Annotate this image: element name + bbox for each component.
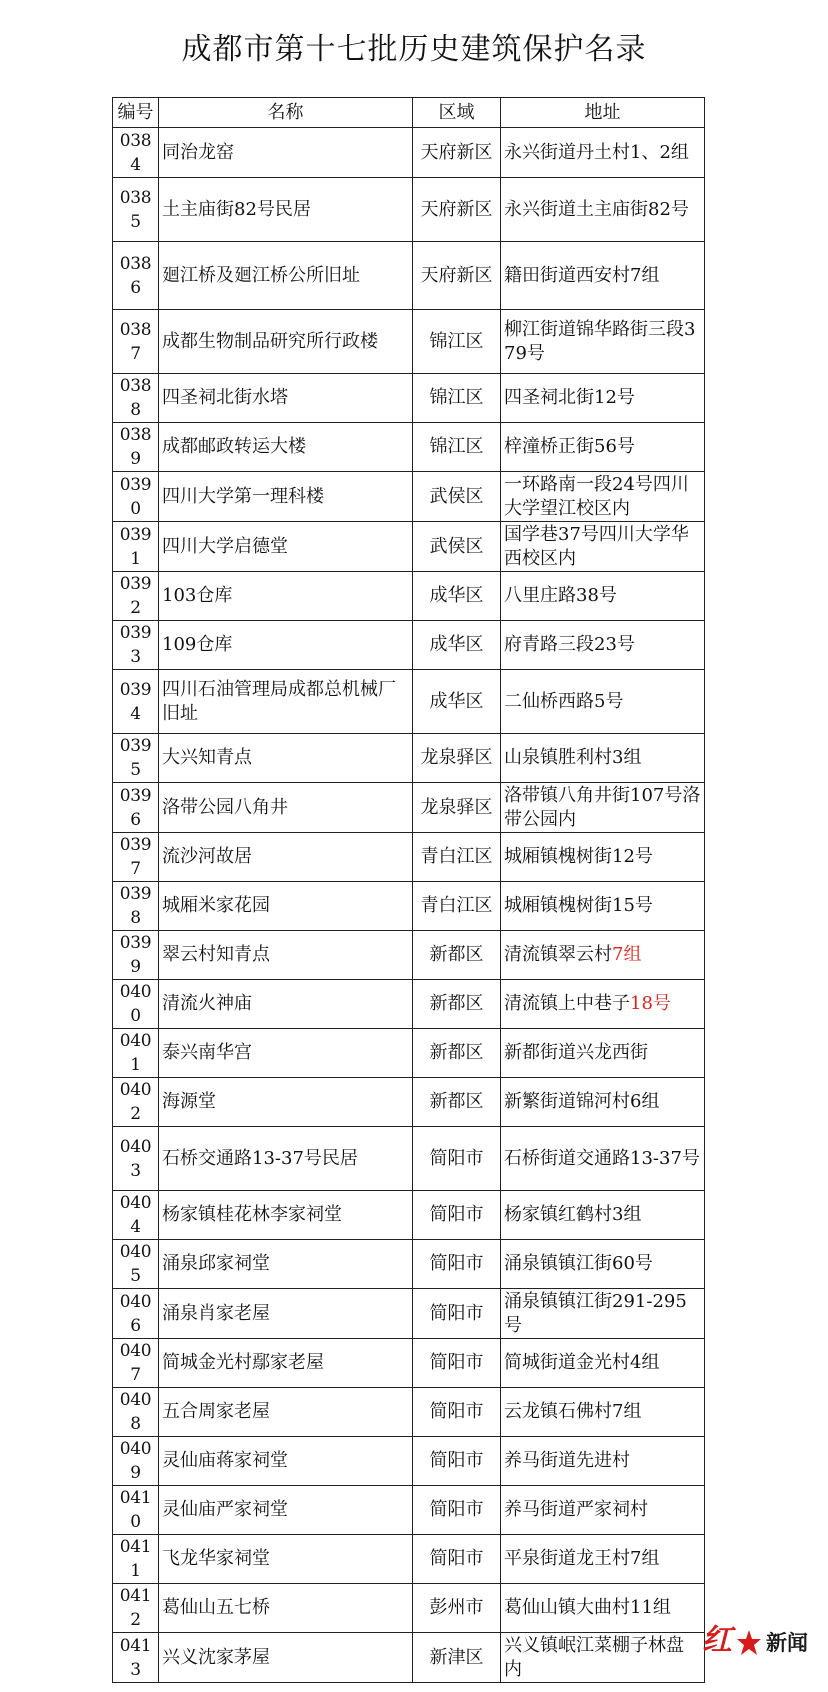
- cell-district: 简阳市: [413, 1191, 501, 1240]
- table-row: [113, 734, 705, 783]
- table-row: [113, 980, 705, 1029]
- cell-district: 简阳市: [413, 1289, 501, 1339]
- address-text: 新都街道兴龙西街: [504, 1042, 648, 1063]
- cell-district: 简阳市: [413, 1388, 501, 1437]
- cell-name: 109仓库: [159, 621, 413, 670]
- cell-district: 武侯区: [413, 472, 501, 522]
- cell-address: [501, 178, 705, 242]
- cell-district: 锦江区: [413, 423, 501, 472]
- cell-id: 0410: [113, 1486, 159, 1535]
- cell-id: 0408: [113, 1388, 159, 1437]
- heritage-table: [112, 97, 705, 1683]
- cell-id: 0402: [113, 1078, 159, 1127]
- cell-address: [501, 1437, 705, 1486]
- cell-address: [501, 572, 705, 621]
- cell-address: [501, 1388, 705, 1437]
- address-text: 一环路南一段24号四川大学望江校区内: [504, 473, 689, 519]
- cell-id: 0388: [113, 374, 159, 423]
- table-row: [113, 1240, 705, 1289]
- address-text: 清流镇翠云村: [504, 944, 612, 965]
- cell-name: 简城金光村鄢家老屋: [159, 1339, 413, 1388]
- address-text: 葛仙山镇大曲村11组: [504, 1597, 671, 1618]
- cell-address: [501, 472, 705, 522]
- table-row: [113, 1127, 705, 1191]
- cell-id: 0385: [113, 178, 159, 242]
- cell-name: 103仓库: [159, 572, 413, 621]
- cell-id: 0413: [113, 1633, 159, 1683]
- table-row: [113, 178, 705, 242]
- cell-name: 葛仙山五七桥: [159, 1584, 413, 1633]
- table-header-row: [113, 98, 705, 128]
- cell-id: 0391: [113, 522, 159, 572]
- table-row: [113, 472, 705, 522]
- cell-district: 武侯区: [413, 522, 501, 572]
- cell-name: 五合周家老屋: [159, 1388, 413, 1437]
- table-row: [113, 1633, 705, 1683]
- cell-district: 锦江区: [413, 374, 501, 423]
- address-text: 四圣祠北街12号: [504, 387, 635, 408]
- cell-address: [501, 1240, 705, 1289]
- table-row: [113, 423, 705, 472]
- cell-district: 龙泉驿区: [413, 734, 501, 783]
- cell-id: 0394: [113, 670, 159, 734]
- cell-address: [501, 423, 705, 472]
- address-text: 府青路三段23号: [504, 634, 635, 655]
- cell-address: [501, 1584, 705, 1633]
- cell-name: 灵仙庙蒋家祠堂: [159, 1437, 413, 1486]
- table-row: [113, 1191, 705, 1240]
- table-row: [113, 783, 705, 833]
- star-icon: [736, 1628, 762, 1658]
- cell-name: 海源堂: [159, 1078, 413, 1127]
- address-text: 永兴街道土主庙街82号: [504, 198, 689, 220]
- table-row: [113, 1535, 705, 1584]
- cell-name: 土主庙街82号民居: [159, 178, 413, 242]
- cell-address: [501, 1127, 705, 1191]
- cell-address: [501, 522, 705, 572]
- cell-id: 0404: [113, 1191, 159, 1240]
- cell-address: [501, 931, 705, 980]
- cell-name: 流沙河故居: [159, 833, 413, 882]
- address-text: 山泉镇胜利村3组: [504, 747, 642, 768]
- watermark-text: 新闻: [766, 1631, 808, 1655]
- address-text: 涌泉镇镇江街60号: [504, 1253, 653, 1274]
- cell-id: 0405: [113, 1240, 159, 1289]
- cell-name: 兴义沈家茅屋: [159, 1633, 413, 1683]
- cell-address: [501, 783, 705, 833]
- cell-address: [501, 128, 705, 178]
- address-text: 清流镇上中巷子: [504, 993, 630, 1014]
- address-text: 简城街道金光村4组: [504, 1352, 660, 1373]
- cell-id: 0386: [113, 242, 159, 310]
- address-text: 籍田街道西安村7组: [504, 264, 660, 286]
- cell-id: 0407: [113, 1339, 159, 1388]
- address-text: 涌泉镇镇江街291-295号: [504, 1290, 687, 1336]
- cell-name: 涌泉邱家祠堂: [159, 1240, 413, 1289]
- cell-district: 简阳市: [413, 1486, 501, 1535]
- cell-name: 成都生物制品研究所行政楼: [159, 310, 413, 374]
- cell-name: 四圣祠北街水塔: [159, 374, 413, 423]
- address-text: 石桥街道交通路13-37号: [504, 1147, 700, 1169]
- cell-district: 简阳市: [413, 1240, 501, 1289]
- table-row: [113, 242, 705, 310]
- cell-name: 飞龙华家祠堂: [159, 1535, 413, 1584]
- cell-district: 新津区: [413, 1633, 501, 1683]
- column-header-address: 地址: [501, 98, 705, 128]
- table-row: [113, 374, 705, 423]
- address-text: 二仙桥西路5号: [504, 690, 624, 712]
- cell-name: 翠云村知青点: [159, 931, 413, 980]
- cell-district: 新都区: [413, 980, 501, 1029]
- cell-district: 简阳市: [413, 1437, 501, 1486]
- cell-address: [501, 1191, 705, 1240]
- table-row: [113, 1029, 705, 1078]
- cell-name: 大兴知青点: [159, 734, 413, 783]
- table-row: [113, 1584, 705, 1633]
- address-text: 养马街道严家祠村: [504, 1499, 648, 1520]
- cell-name: 成都邮政转运大楼: [159, 423, 413, 472]
- address-text: 云龙镇石佛村7组: [504, 1401, 642, 1422]
- address-text: 平泉街道龙王村7组: [504, 1548, 660, 1569]
- cell-id: 0397: [113, 833, 159, 882]
- cell-district: 简阳市: [413, 1535, 501, 1584]
- cell-name: 灵仙庙严家祠堂: [159, 1486, 413, 1535]
- cell-district: 天府新区: [413, 128, 501, 178]
- cell-address: [501, 621, 705, 670]
- address-text: 养马街道先进村: [504, 1450, 630, 1471]
- address-text: 国学巷37号四川大学华西校区内: [504, 523, 689, 569]
- address-text: 永兴街道丹土村1、2组: [504, 141, 689, 163]
- cell-district: 龙泉驿区: [413, 783, 501, 833]
- cell-name: 四川大学启德堂: [159, 522, 413, 572]
- cell-district: 青白江区: [413, 833, 501, 882]
- cell-district: 新都区: [413, 931, 501, 980]
- cell-address: [501, 833, 705, 882]
- column-header-name: 名称: [159, 98, 413, 128]
- cell-address: [501, 1078, 705, 1127]
- cell-district: 新都区: [413, 1078, 501, 1127]
- address-highlight: 18号: [630, 993, 671, 1014]
- cell-name: 廻江桥及廻江桥公所旧址: [159, 242, 413, 310]
- cell-name: 泰兴南华宫: [159, 1029, 413, 1078]
- address-text: 杨家镇红鹤村3组: [504, 1204, 642, 1225]
- table-row: [113, 833, 705, 882]
- cell-address: [501, 734, 705, 783]
- cell-address: [501, 882, 705, 931]
- cell-name: 洛带公园八角井: [159, 783, 413, 833]
- watermark: [702, 1624, 808, 1658]
- table-row: [113, 621, 705, 670]
- table-row: [113, 572, 705, 621]
- cell-id: 0387: [113, 310, 159, 374]
- cell-address: [501, 1339, 705, 1388]
- address-text: 兴义镇岷江菜棚子林盘内: [504, 1634, 684, 1680]
- cell-name: 四川大学第一理科楼: [159, 472, 413, 522]
- cell-id: 0406: [113, 1289, 159, 1339]
- cell-district: 成华区: [413, 621, 501, 670]
- address-text: 洛带镇八角井街107号洛带公园内: [504, 784, 701, 830]
- cell-district: 新都区: [413, 1029, 501, 1078]
- cell-district: 简阳市: [413, 1339, 501, 1388]
- cell-id: 0399: [113, 931, 159, 980]
- cell-id: 0395: [113, 734, 159, 783]
- cell-id: 0409: [113, 1437, 159, 1486]
- table-row: [113, 1078, 705, 1127]
- cell-district: 彭州市: [413, 1584, 501, 1633]
- address-text: 城厢镇槐树街15号: [504, 895, 653, 916]
- cell-id: 0389: [113, 423, 159, 472]
- cell-address: [501, 374, 705, 423]
- table-row: [113, 1339, 705, 1388]
- table-row: [113, 310, 705, 374]
- cell-address: [501, 242, 705, 310]
- cell-name: 四川石油管理局成都总机械厂旧址: [159, 670, 413, 734]
- cell-address: [501, 310, 705, 374]
- cell-address: [501, 1486, 705, 1535]
- table-row: [113, 128, 705, 178]
- address-text: 梓潼桥正街56号: [504, 436, 635, 457]
- cell-district: 成华区: [413, 670, 501, 734]
- table-row: [113, 882, 705, 931]
- cell-id: 0398: [113, 882, 159, 931]
- address-text: 城厢镇槐树街12号: [504, 846, 653, 867]
- cell-district: 简阳市: [413, 1127, 501, 1191]
- address-text: 八里庄路38号: [504, 585, 617, 606]
- cell-id: 0393: [113, 621, 159, 670]
- cell-name: 石桥交通路13-37号民居: [159, 1127, 413, 1191]
- cell-address: [501, 670, 705, 734]
- table-row: [113, 670, 705, 734]
- table-body: [113, 128, 705, 1683]
- cell-name: 城厢米家花园: [159, 882, 413, 931]
- column-header-id: 编号: [113, 98, 159, 128]
- cell-name: 涌泉肖家老屋: [159, 1289, 413, 1339]
- table-row: [113, 931, 705, 980]
- page-title: 成都市第十七批历史建筑保护名录: [181, 32, 647, 67]
- table-row: [113, 1437, 705, 1486]
- cell-address: [501, 1535, 705, 1584]
- table-row: [113, 522, 705, 572]
- cell-address: [501, 1633, 705, 1683]
- cell-id: 0412: [113, 1584, 159, 1633]
- cell-district: 青白江区: [413, 882, 501, 931]
- cell-district: 天府新区: [413, 178, 501, 242]
- cell-address: [501, 1289, 705, 1339]
- cell-id: 0400: [113, 980, 159, 1029]
- cell-id: 0403: [113, 1127, 159, 1191]
- table-row: [113, 1486, 705, 1535]
- cell-name: 杨家镇桂花林李家祠堂: [159, 1191, 413, 1240]
- cell-id: 0384: [113, 128, 159, 178]
- cell-address: [501, 1029, 705, 1078]
- cell-id: 0401: [113, 1029, 159, 1078]
- table-row: [113, 1388, 705, 1437]
- watermark-logo: 红: [702, 1623, 732, 1658]
- cell-address: [501, 980, 705, 1029]
- cell-district: 成华区: [413, 572, 501, 621]
- cell-id: 0392: [113, 572, 159, 621]
- cell-district: 锦江区: [413, 310, 501, 374]
- address-text: 柳江街道锦华路街三段379号: [504, 318, 696, 364]
- cell-name: 同治龙窑: [159, 128, 413, 178]
- cell-id: 0396: [113, 783, 159, 833]
- table-row: [113, 1289, 705, 1339]
- cell-id: 0411: [113, 1535, 159, 1584]
- address-highlight: 7组: [612, 944, 642, 965]
- address-text: 新繁街道锦河村6组: [504, 1091, 660, 1112]
- cell-district: 天府新区: [413, 242, 501, 310]
- cell-name: 清流火神庙: [159, 980, 413, 1029]
- cell-id: 0390: [113, 472, 159, 522]
- column-header-district: 区域: [413, 98, 501, 128]
